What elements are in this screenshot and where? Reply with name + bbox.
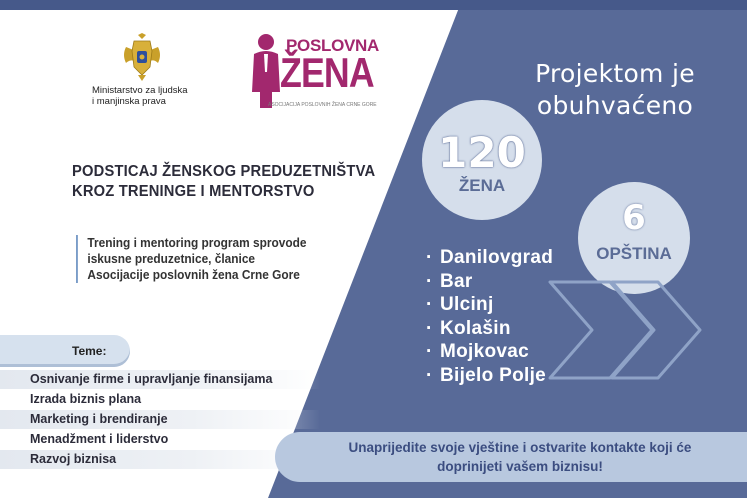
cta-line-2: doprinijeti vašem biznisu! <box>437 459 603 474</box>
headline <box>72 162 375 202</box>
ministry-logo <box>82 33 202 107</box>
coat-of-arms-icon <box>120 33 164 81</box>
ministry-name <box>82 85 202 107</box>
topic-item: Osnivanje firme i upravljanje finansijama <box>0 370 320 389</box>
top-strip <box>0 0 747 10</box>
municipality-name: Ulcinj <box>440 294 494 316</box>
women-label: ŽENA <box>458 176 506 195</box>
municipality-name: Danilovgrad <box>440 247 554 268</box>
municipality-name: Bar <box>440 270 473 292</box>
topics-pill <box>0 335 130 367</box>
municipality-name: Kolašin <box>440 317 511 339</box>
ministry-name-line-2: i manjinska prava <box>92 96 166 107</box>
ministry-name-line-1: Ministarstvo za ljudska <box>92 85 188 96</box>
bullet-icon: · <box>426 294 433 316</box>
association-logo <box>242 30 380 110</box>
project-title <box>520 58 710 122</box>
municipality-label: OPŠTINA <box>596 244 672 263</box>
description-line-3: Asocijacije poslovnih žena Crne Gore <box>87 268 300 282</box>
municipality-list <box>426 246 553 388</box>
topics-list <box>0 370 320 470</box>
program-description <box>76 235 306 283</box>
association-title-top: POSLOVNA <box>286 36 380 55</box>
project-title-line-2: obuhvaćeno <box>536 91 694 120</box>
topics-label: Teme: <box>72 344 107 358</box>
headline-line-1: PODSTICAJ ŽENSKOG PREDUZETNIŠTVA <box>72 163 376 180</box>
description-line-1: Trening i mentoring program sprovode <box>87 236 307 250</box>
topic-item: Razvoj biznisa <box>0 450 320 469</box>
list-item <box>426 246 553 270</box>
women-count: 120 <box>438 128 526 177</box>
list-item <box>426 364 553 388</box>
cta-text <box>300 438 740 476</box>
list-item <box>426 293 553 317</box>
chevron-right-icon <box>540 270 710 390</box>
municipality-name: Mojkovac <box>440 341 529 363</box>
topic-item: Marketing i brendiranje <box>0 410 320 429</box>
women-count-circle <box>422 100 542 220</box>
cta-line-1: Unaprijedite svoje vještine i ostvarite kontakte koji će <box>348 440 692 455</box>
list-item <box>426 340 553 364</box>
list-item <box>426 270 553 294</box>
bullet-icon: · <box>426 317 433 339</box>
headline-line-2: KROZ TRENINGE I MENTORSTVO <box>72 183 315 200</box>
description-line-2: iskusne preduzetnice, članice <box>87 252 256 266</box>
bullet-icon: · <box>426 364 433 386</box>
municipality-name: Bijelo Polje <box>440 364 547 386</box>
project-title-line-1: Projektom je <box>535 59 695 88</box>
woman-silhouette-icon <box>246 32 282 108</box>
bullet-icon: · <box>426 247 433 268</box>
association-subtitle: ASOCIJACIJA POSLOVNIH ŽENA CRNE GORE <box>268 102 377 108</box>
topic-item: Izrada biznis plana <box>30 392 142 406</box>
list-item <box>426 317 553 341</box>
municipality-count: 6 <box>622 198 646 238</box>
topic-item: Menadžment i liderstvo <box>30 432 169 446</box>
association-title-big: ŽENA <box>280 49 374 96</box>
bullet-icon: · <box>426 341 433 363</box>
bullet-icon: · <box>426 270 433 292</box>
